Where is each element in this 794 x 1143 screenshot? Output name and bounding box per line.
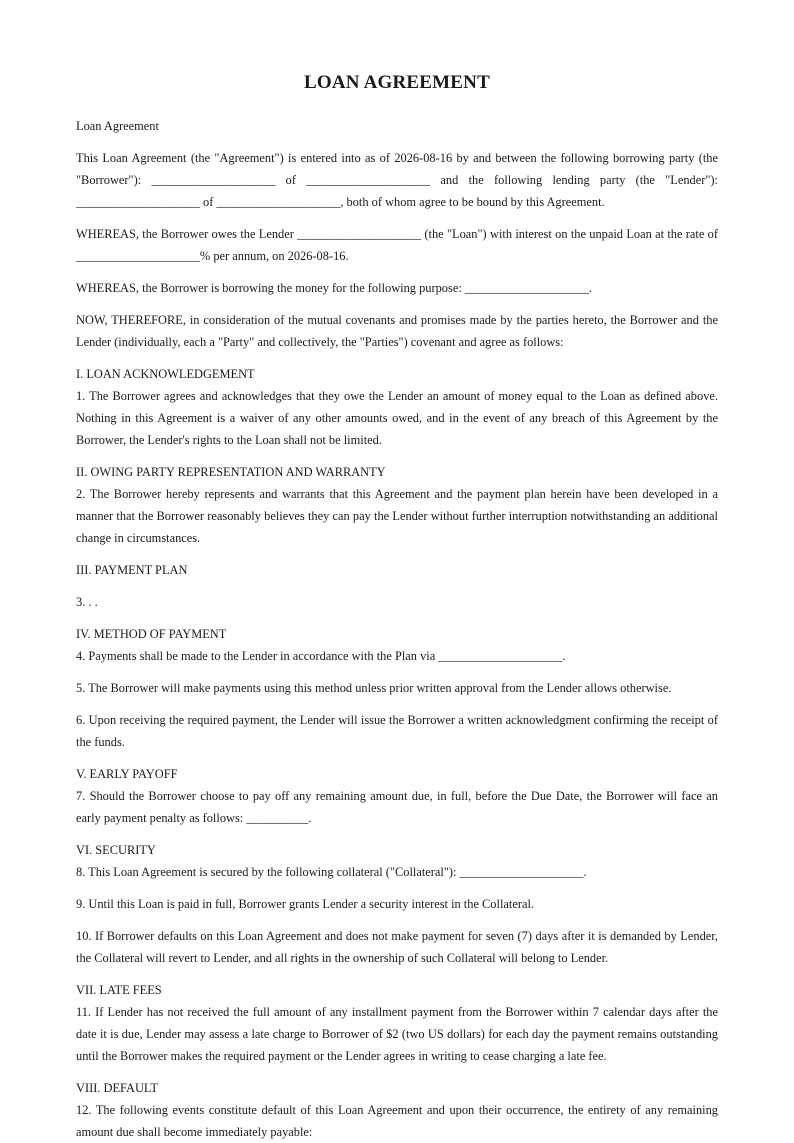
section-heading-method-of-payment: IV. METHOD OF PAYMENT bbox=[76, 627, 227, 641]
clause-4: 4. Payments shall be made to the Lender in accordance with the Plan via ____________________. bbox=[76, 649, 566, 663]
section-heading-payment-plan: III. PAYMENT PLAN bbox=[76, 563, 188, 577]
section-heading-early-payoff: V. EARLY PAYOFF bbox=[76, 767, 178, 781]
section-heading-representation-warranty: II. OWING PARTY REPRESENTATION AND WARRANTY bbox=[76, 465, 386, 479]
clause-12: 12. The following events constitute default of this Loan Agreement and upon their occurrence, the entirety of any remaining amount due shall become immediately payable: bbox=[76, 1103, 718, 1139]
document-title: LOAN AGREEMENT bbox=[304, 72, 490, 93]
clause-7: 7. Should the Borrower choose to pay off any remaining amount due, in full, before the Due Date, the Borrower will face an early payment penalty as follows: __________. bbox=[76, 789, 718, 825]
intro-paragraph: This Loan Agreement (the "Agreement") is entered into as of 2026-08-16 by and between the following borrowing party (the "Borrower"): ____________________ of ____________________ and the following lending party (the "Lender"): ____________________ of ____________________, both of whom agree to be bound by this Agreement. bbox=[76, 151, 718, 209]
now-therefore-paragraph: NOW, THEREFORE, in consideration of the mutual covenants and promises made by the parties hereto, the Borrower and the Lender (individually, each a "Party" and collectively, the "Parties") covenant and agree as follows: bbox=[76, 313, 718, 349]
clause-1: 1. The Borrower agrees and acknowledges that they owe the Lender an amount of money equal to the Loan as defined above. Nothing in this Agreement is a waiver of any other amounts owed, and in the event of any breach of this Agreement by the Borrower, the Lender's rights to the Loan shall not be limited. bbox=[76, 389, 718, 447]
clause-5: 5. The Borrower will make payments using this method unless prior written approval from the Lender allows otherwise. bbox=[76, 681, 672, 695]
section-heading-late-fees: VII. LATE FEES bbox=[76, 983, 162, 997]
clause-11: 11. If Lender has not received the full amount of any installment payment from the Borrower within 7 calendar days after the date it is due, Lender may assess a late charge to Borrower of $2 (two US dollars) for each day the payment remains outstanding until the Borrower makes the required payment or the Lender agrees in writing to cease charging a late fee. bbox=[76, 1005, 718, 1063]
whereas-purpose-paragraph: WHEREAS, the Borrower is borrowing the money for the following purpose: ____________________. bbox=[76, 281, 592, 295]
section-heading-security: VI. SECURITY bbox=[76, 843, 156, 857]
clause-10: 10. If Borrower defaults on this Loan Agreement and does not make payment for seven (7) days after it is demanded by Lender, the Collateral will revert to Lender, and all rights in the ownership of such Collateral will belong to Lender. bbox=[76, 929, 718, 965]
section-heading-loan-acknowledgement: I. LOAN ACKNOWLEDGEMENT bbox=[76, 367, 255, 381]
whereas-loan-paragraph: WHEREAS, the Borrower owes the Lender ____________________ (the "Loan") with interest on the unpaid Loan at the rate of ____________________% per annum, on 2026-08-16. bbox=[76, 227, 718, 263]
clause-8: 8. This Loan Agreement is secured by the following collateral ("Collateral"): ____________________. bbox=[76, 865, 587, 879]
clause-2: 2. The Borrower hereby represents and warrants that this Agreement and the payment plan herein have been developed in a manner that the Borrower reasonably believes they can pay the Lender without further interruption notwithstanding an additional change in circumstances. bbox=[76, 487, 718, 545]
section-heading-default: VIII. DEFAULT bbox=[76, 1081, 158, 1095]
clause-6: 6. Upon receiving the required payment, the Lender will issue the Borrower a written acknowledgment confirming the receipt of the funds. bbox=[76, 713, 718, 749]
clause-9: 9. Until this Loan is paid in full, Borrower grants Lender a security interest in the Collateral. bbox=[76, 897, 534, 911]
document-subtitle: Loan Agreement bbox=[76, 119, 159, 133]
clause-3: 3. . . bbox=[76, 595, 98, 609]
document-page bbox=[76, 0, 718, 1143]
